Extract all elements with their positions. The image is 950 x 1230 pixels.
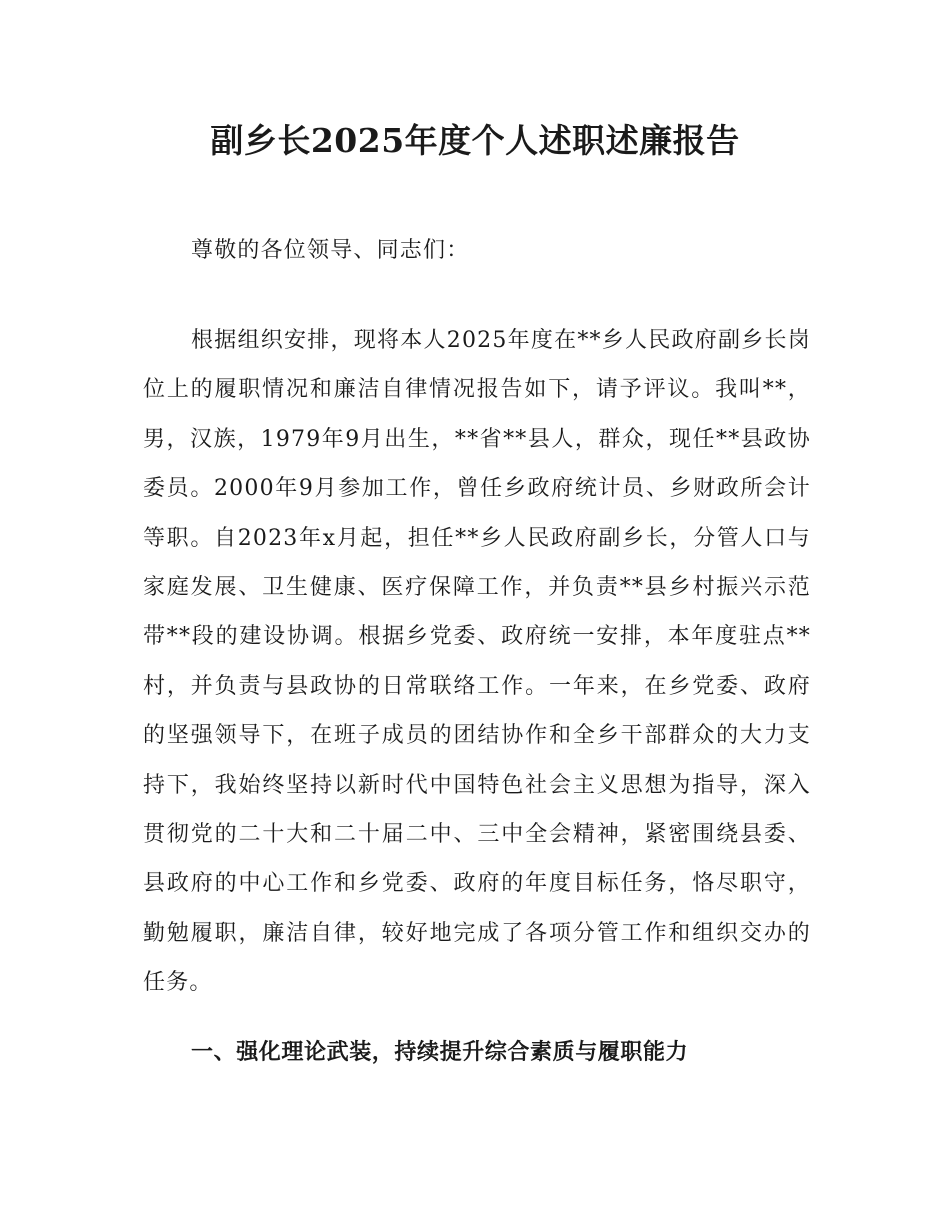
document-title: 副乡长2025年度个人述职述廉报告 (210, 121, 740, 160)
section-heading: 一、强化理论武装，持续提升综合素质与履职能力 (191, 1040, 689, 1065)
salutation: 尊敬的各位领导、同志们： (191, 238, 470, 263)
body-paragraph: 根据组织安排，现将本人2025年度在**乡人民政府副乡长岗位上的履职情况和廉洁自律情况报告如下，请予评议。我叫**，男，汉族，1979年9月出生，**省**县人，群众，现任**县政协委员。2000年9月参加工作，曾任乡政府统计员、乡财政所会计等职。自2023年x月起，担任**乡人民政府副乡长，分管人口与家庭发展、卫生健康、医疗保障工作，并负责**县乡村振兴示范带**段的建设协调。根据乡党委、政府统一安排，本年度驻点**村，并负责与县政协的日常联络工作。一年来，在乡党委、政府的坚强领导下，在班子成员的团结协作和全乡干部群众的大力支持下，我始终坚持以新时代中国特色社会主义思想为指导，深入贯彻党的二十大和二十届二中、三中全会精神，紧密围绕县委、县政府的中心工作和乡党委、政府的年度目标任务，恪尽职守，勤勉履职，廉洁自律，较好地完成了各项分管工作和组织交办的任务。 (143, 328, 811, 996)
